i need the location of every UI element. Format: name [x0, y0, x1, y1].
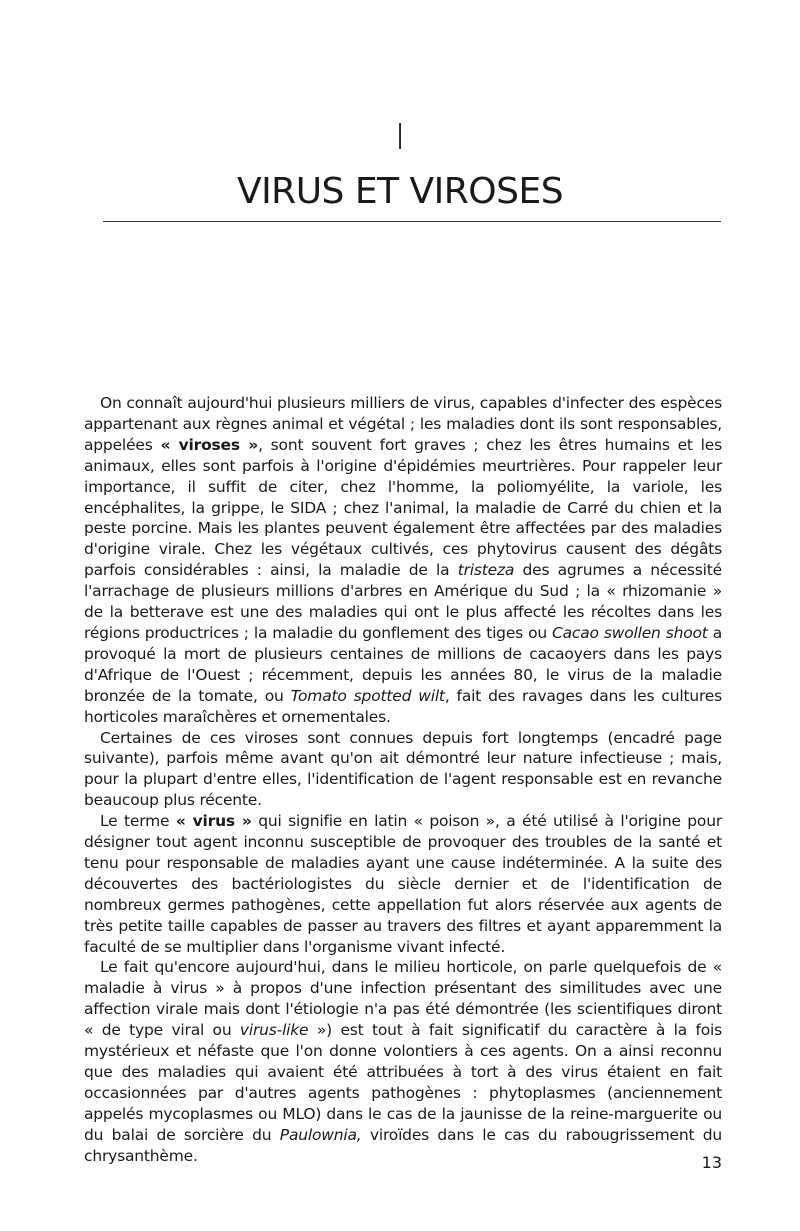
text-run: , fait des ravages dans les cultures horticoles maraîchères et ornementales. — [84, 686, 722, 726]
term-virus: « virus » — [175, 812, 252, 831]
italic-term: tristeza — [457, 561, 515, 580]
chapter-number: I — [394, 117, 406, 158]
paragraph-1 — [84, 393, 722, 728]
text-run: , sont souvent fort graves ; chez les êtres humains et les animaux, elles sont parfois à l'origine d'épidémies meurtrières. Pour rappeler leur importance, il suffit de citer, chez l'homme, la poliomyélite, la variole, les encéphalites, la grippe, le SIDA ; chez l'animal, la maladie de Carré du chien et la peste porcine. Mais les plantes peuvent également être affectées par des maladies d'origine virale. Chez les végétaux cultivés, ces phytovirus causent des dégâts parfois considérables : ainsi, la maladie de la — [84, 435, 723, 580]
text-run: a provoqué la mort de plusieurs centaines de millions de cacaoyers dans les pays d'Afrique de l'Ouest ; récemment, depuis les années 80, le virus de la maladie bronzée de la tomate, ou — [84, 623, 723, 705]
term-viroses: « viroses » — [160, 435, 259, 454]
italic-term: Tomato spotted wilt — [290, 686, 445, 705]
chapter-title: VIRUS ET VIROSES — [236, 171, 564, 212]
body-text — [84, 393, 722, 1167]
text-run: On connaît aujourd'hui plusieurs milliers de virus, capables d'infecter des espèces appartenant aux règnes animal et végétal ; les maladies dont ils sont responsables, appelées — [84, 394, 722, 454]
title-rule — [103, 221, 721, 222]
page-number: 13 — [701, 1153, 722, 1172]
paragraph-2: Certaines de ces viroses sont connues depuis fort longtemps (encadré page suivante), parfois même avant qu'on ait démontré leur nature infectieuse ; mais, pour la plupart d'entre elles, l'identification de l'agent responsable est en revanche beaucoup plus récente. — [84, 728, 722, 810]
italic-term: Paulownia, — [279, 1125, 362, 1144]
text-run: des agrumes a nécessité l'arrachage de plusieurs millions d'arbres en Amérique du Sud ; la « rhizomanie » de la betterave est une des maladies qui ont le plus affecté les récoltes dans les régions productrices ; la maladie du gonflement des tiges ou — [84, 561, 723, 642]
text-run: qui signifie en latin « poison », a été utilisé à l'origine pour désigner tout agent inconnu susceptible de provoquer des troubles de la santé et tenu pour responsable de maladies ayant une cause indéterminée. A la suite des découvertes des bactériologistes du siècle dernier et de l'identification de nombreux germes pathogènes, cette appellation fut alors réservée aux agents de très petite taille capables de passer au travers des filtres et ayant apparemment la faculté de se multiplier dans l'organisme vivant infecté. — [84, 812, 723, 956]
paragraph-4 — [84, 957, 722, 1166]
text-run: Le terme — [100, 812, 176, 831]
italic-term: Cacao swollen shoot — [552, 623, 708, 642]
paragraph-3 — [84, 811, 722, 957]
text-run: viroïdes dans le cas du rabougrissement du chrysanthème. — [84, 1125, 722, 1165]
italic-term: virus-like — [239, 1021, 309, 1040]
text-run: Le fait qu'encore aujourd'hui, dans le milieu horticole, on parle quelquefois de « maladie à virus » à propos d'une infection présentant des similitudes avec une affection virale mais dont l'étiologie n'a pas été démontrée (les scientifiques diront « de type viral ou — [84, 958, 722, 1040]
text-run: ») est tout à fait significatif du caractère à la fois mystérieux et néfaste que l'on donne volontiers à ces agents. On a ainsi reconnu que des maladies qui avaient été attribuées à tort à des virus étaient en fait occasionnées par d'autres agents pathogènes : phytoplasmes (anciennement appelés mycoplasmes ou MLO) dans le cas de la jaunisse de la reine-marguerite ou du balai de sorcière du — [84, 1021, 722, 1144]
